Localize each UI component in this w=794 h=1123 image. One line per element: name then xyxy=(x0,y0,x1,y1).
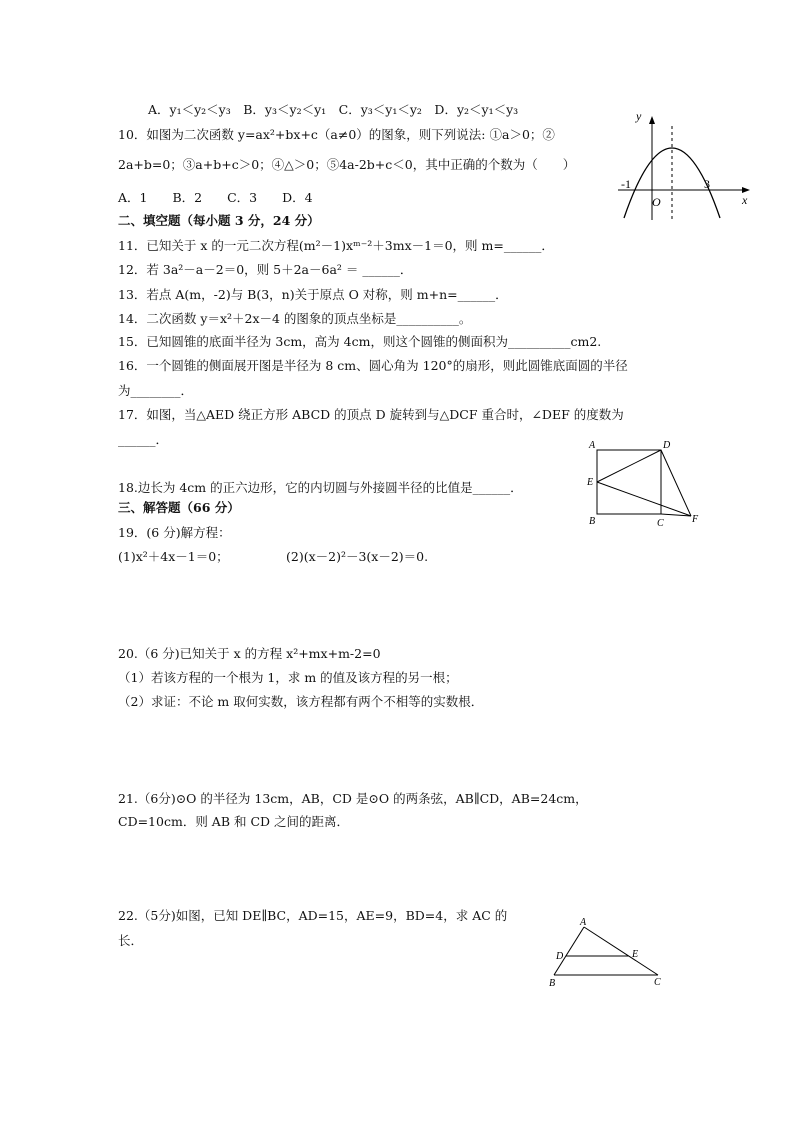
square-abcd xyxy=(597,450,661,514)
q20-part-2: （2）求证：不论 m 取何实数，该方程都有两个不相等的实数根． xyxy=(118,694,484,709)
q14: 14．二次函数 y＝x²＋2x－4 的图象的顶点坐标是__________。 xyxy=(118,311,472,326)
triangle-figure xyxy=(544,915,669,991)
q10-options: A．1 B．2 C．3 D．4 xyxy=(118,190,313,205)
square-figure xyxy=(584,438,709,530)
label-b: B xyxy=(549,978,556,989)
label-c: C xyxy=(657,518,664,529)
q21-text-2: CD=10cm．则 AB 和 CD 之间的距离． xyxy=(118,814,350,829)
section-3-heading: 三、解答题（66 分） xyxy=(118,500,240,515)
q22-text-2: 长． xyxy=(118,933,144,948)
origin-label: O xyxy=(652,195,661,209)
q10-text-2: 2a+b=0；③a+b+c＞0；④△＞0；⑤4a-2b+c＜0，其中正确的个数为（ ） xyxy=(118,157,576,172)
q11: 11．已知关于 x 的一元二次方程(m²－1)xᵐ⁻²＋3mx－1＝0，则 m=______． xyxy=(118,238,554,253)
root-right-label: 3 xyxy=(704,177,710,191)
label-e: E xyxy=(587,477,594,488)
label-f: F xyxy=(692,514,699,525)
label-b: B xyxy=(589,516,596,527)
label-e: E xyxy=(632,949,639,960)
q20-part-1: （1）若该方程的一个根为 1，求 m 的值及该方程的另一根； xyxy=(118,670,458,685)
q12: 12．若 3a²－a－2＝0，则 5＋2a－6a² ＝ ______． xyxy=(118,262,413,277)
label-a: A xyxy=(589,440,596,451)
q15: 15．已知圆锥的底面半径为 3cm，高为 4cm，则这个圆锥的侧面积为__________cm2. xyxy=(118,334,602,349)
q16-text-2: 为________． xyxy=(118,383,194,398)
q13: 13．若点 A(m，-2)与 B(3，n)关于原点 O 对称，则 m+n=______． xyxy=(118,287,508,302)
q20: 20.（6 分)已知关于 x 的方程 x²+mx+m-2=0 xyxy=(118,646,381,661)
root-left-label: -1 xyxy=(621,177,631,191)
q18: 18.边长为 4cm 的正六边形，它的内切圆与外接圆半径的比值是______． xyxy=(118,480,523,495)
q19: 19．(6 分)解方程： xyxy=(118,525,231,540)
segment-ed xyxy=(597,450,661,482)
q16-text-1: 16．一个圆锥的侧面展开图是半径为 8 cm、圆心角为 120°的扇形，则此圆锥底面圆的半径 xyxy=(118,358,628,373)
y-axis-arrow xyxy=(649,116,655,124)
segment-df xyxy=(661,450,691,516)
section-2-heading: 二、填空题（每小题 3 分，24 分） xyxy=(118,213,320,228)
q17-text-1: 17．如图，当△AED 绕正方形 ABCD 的顶点 D 旋转到与△DCF 重合时，∠DEF 的度数为 xyxy=(118,407,624,422)
q10-text-1: 10．如图为二次函数 y=ax²+bx+c（a≠0）的图象，则下列说法: ①a＞0；② xyxy=(118,127,555,142)
q21-text-1: 21.（6分)⊙O 的半径为 13cm，AB，CD 是⊙O 的两条弦，AB∥CD，AB=24cm， xyxy=(118,791,588,806)
q22-text-1: 22.（5分)如图，已知 DE∥BC，AD=15，AE=9，BD=4，求 AC 的 xyxy=(118,908,508,923)
segment-ef xyxy=(597,482,691,516)
q17-text-2: ______． xyxy=(118,432,169,447)
q19-part-1: (1)x²＋4x－1＝0； xyxy=(118,549,229,564)
y-axis-label: y xyxy=(636,110,642,123)
label-d: D xyxy=(663,440,671,451)
label-c: C xyxy=(654,977,661,988)
label-a: A xyxy=(580,917,587,928)
q9-options: A．y₁＜y₂＜y₃ B．y₃＜y₂＜y₁ C．y₃＜y₁＜y₂ D．y₂＜y₁＜y₃ xyxy=(148,102,519,117)
side-ac xyxy=(584,927,658,975)
x-axis-label: x xyxy=(742,193,748,207)
q19-part-2: (2)(x－2)²－3(x－2)＝0. xyxy=(286,549,429,564)
parabola-figure xyxy=(614,110,759,225)
label-d: D xyxy=(556,951,564,962)
